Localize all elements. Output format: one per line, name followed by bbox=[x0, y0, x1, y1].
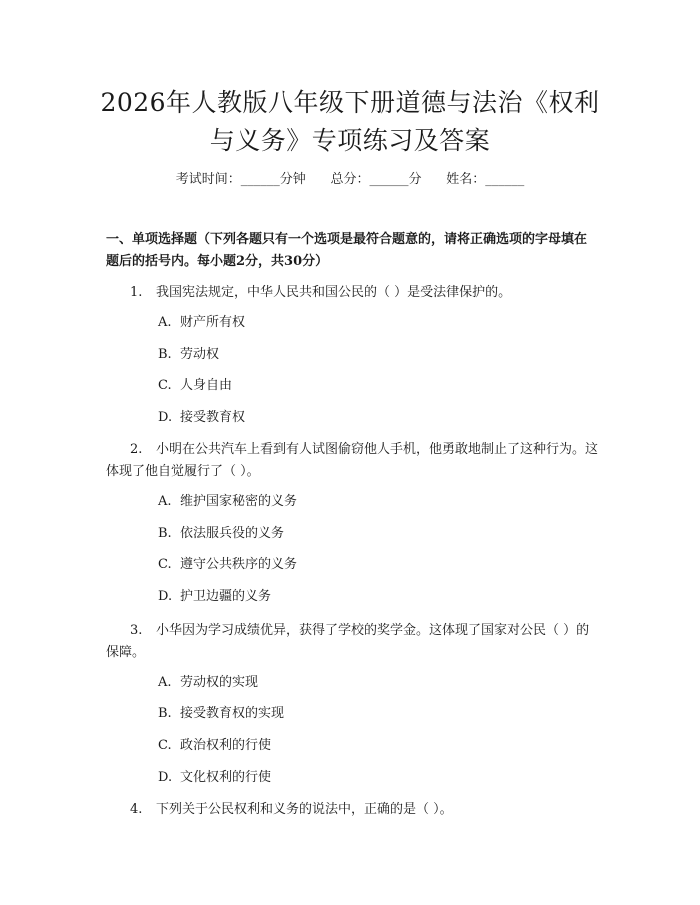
question-3-option-b: B. 接受教育权的实现 bbox=[158, 706, 285, 721]
question-1-option-c: C. 人身自由 bbox=[158, 378, 233, 393]
question-3 bbox=[106, 620, 598, 664]
question-text: 我国宪法规定，中华人民共和国公民的（ ）是受法律保护的。 bbox=[156, 285, 512, 300]
question-text: 小华因为学习成绩优异，获得了学校的奖学金。这体现了国家对公民（ ）的保障。 bbox=[106, 623, 590, 660]
page-title bbox=[80, 84, 620, 160]
question-text: 小明在公共汽车上看到有人试图偷窃他人手机，他勇敢地制止了这种行为。这体现了他自觉履行了（ ）。 bbox=[106, 442, 599, 479]
question-text: 下列关于公民权利和义务的说法中，正确的是（ ）。 bbox=[156, 802, 453, 817]
question-1-option-a: A. 财产所有权 bbox=[158, 315, 246, 330]
title-line-2: 与义务》专项练习及答案 bbox=[209, 126, 491, 155]
question-3-option-d: D. 文化权利的行使 bbox=[158, 770, 272, 785]
question-2 bbox=[106, 439, 598, 483]
question-number: 4. bbox=[130, 802, 143, 817]
question-2-option-a: A. 维护国家秘密的义务 bbox=[158, 494, 298, 509]
question-3-option-a: A. 劳动权的实现 bbox=[158, 675, 259, 690]
question-2-option-c: C. 遵守公共秩序的义务 bbox=[158, 557, 298, 572]
exam-info: 考试时间：______分钟 总分：______分 姓名：______ bbox=[175, 172, 525, 187]
question-1-option-b: B. 劳动权 bbox=[158, 347, 220, 362]
question-1 bbox=[106, 282, 598, 304]
title-line-1: 2026年人教版八年级下册道德与法治《权利 bbox=[100, 88, 600, 117]
question-number: 3. bbox=[130, 623, 143, 638]
section-heading: 一、单项选择题（下列各题只有一个选项是最符合题意的，请将正确选项的字母填在题后的括号内。每小题2分，共30分） bbox=[106, 232, 588, 269]
question-3-option-c: C. 政治权利的行使 bbox=[158, 738, 272, 753]
question-1-option-d: D. 接受教育权 bbox=[158, 410, 246, 425]
question-number: 2. bbox=[130, 442, 143, 457]
question-2-option-b: B. 依法服兵役的义务 bbox=[158, 526, 285, 541]
question-4 bbox=[106, 799, 598, 821]
question-2-option-d: D. 护卫边疆的义务 bbox=[158, 589, 272, 604]
question-number: 1. bbox=[130, 285, 143, 300]
